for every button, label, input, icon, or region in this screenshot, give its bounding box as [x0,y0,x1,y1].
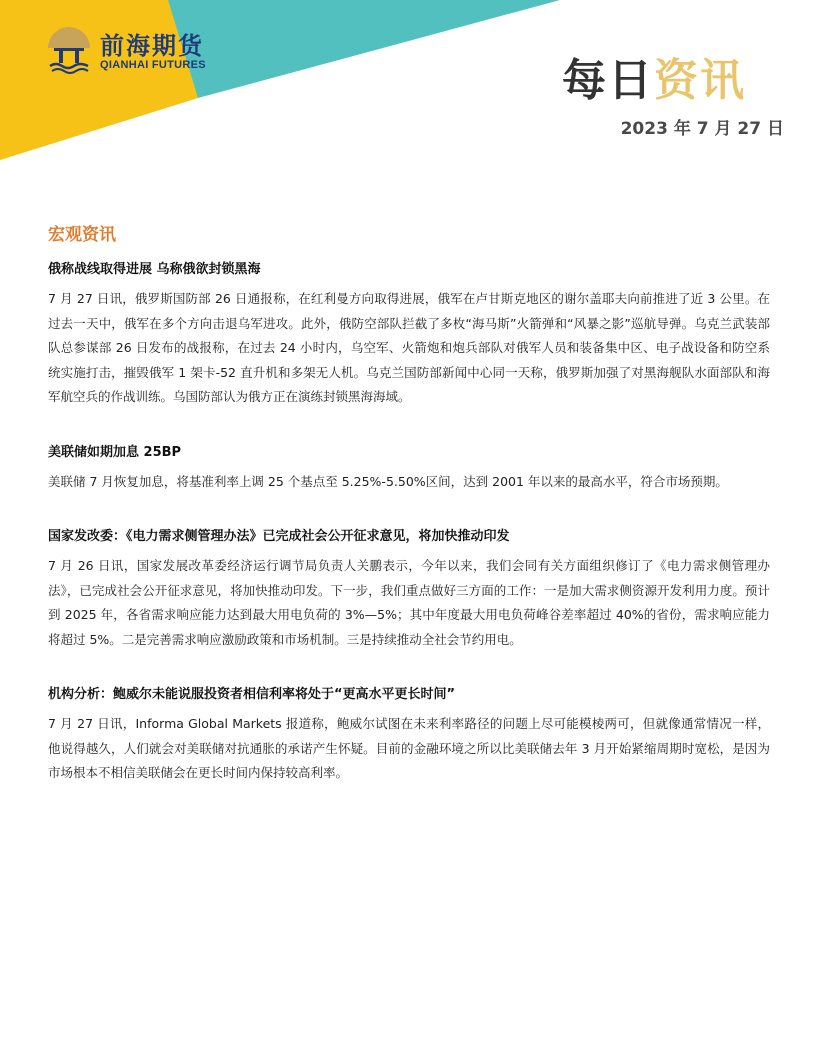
article-body: 7 月 27 日讯，俄罗斯国防部 26 日通报称，在红利曼方向取得进展，俄军在卢甘斯克地区的谢尔盖耶夫向前推进了近 3 公里。在过去一天中，俄军在多个方向击退乌军进攻。此外，俄防空部队拦截了多枚“海马斯”火箭弹和“风暴之影”巡航导弹。乌克兰武装部队总参谋部 26 日发布的战报称，在过去 24 小时内，乌空军、火箭炮和炮兵部队对俄军人员和装备集中区、电子战设备和防空系统实施打击，摧毁俄军 1 架卡-52 直升机和多架无人机。乌克兰国防部新闻中心同一天称，俄罗斯加强了对黑海舰队水面部队和海军航空兵的作战训练。乌国防部认为俄方正在演练封锁黑海海域。 [48,291,770,404]
article-headline: 俄称战线取得进展 乌称俄欲封锁黑海 [48,262,261,277]
page-title [562,44,746,108]
article-body: 美联储 7 月恢复加息，将基准利率上调 25 个基点至 5.25%-5.50%区间，达到 2001 年以来的最高水平，符合市场预期。 [48,473,728,489]
section-title: 宏观资讯 [48,225,116,245]
article-headline: 美联储如期加息 25BP [48,444,182,460]
company-logo [44,24,244,80]
article-headline: 国家发改委：《电力需求侧管理办法》已完成社会公开征求意见，将加快推动印发 [48,529,510,544]
article-headline: 机构分析：鲍威尔未能说服投资者相信利率将处于“更高水平更长时间” [48,687,456,702]
page-title-part1: 每日 [562,55,654,106]
logo-chinese-name: 前海期货 [100,31,204,60]
article [48,526,770,652]
article-body: 7 月 27 日讯，Informa Global Markets 报道称，鲍威尔试图在未来利率路径的问题上尽可能模棱两可，但就像通常情况一样，他说得越久，人们就会对美联储对抗通胀的承诺产生怀疑。目前的金融环境之所以比美联储去年 3 月开始紧缩周期时宽松，是因为市场根本不相信美联储会在更长时间内保持较高利率。 [48,716,770,780]
article-body: 7 月 26 日讯，国家发展改革委经济运行调节局负责人关鹏表示，今年以来，我们会同有关方面组织修订了《电力需求侧管理办法》，已完成社会公开征求意见，将加快推动印发。下一步，我们重点做好三方面的工作：一是加大需求侧资源开发利用力度。预计到 2025 年，各省需求响应能力达到最大用电负荷的 3%—5%；其中年度最大用电负荷峰谷差率超过 40%的省份，需求响应能力将超过 5%。二是完善需求响应激励政策和市场机制。三是持续推动全社会节约用电。 [48,558,770,647]
report-date: 2023 年 7 月 27 日 [620,119,784,139]
logo-emblem-icon [44,24,94,74]
main-content [48,220,770,818]
article [48,442,770,495]
article [48,684,770,786]
article [48,259,770,410]
page-title-part2: 资讯 [654,55,746,106]
logo-english-name: QIANHAI FUTURES [100,59,206,71]
